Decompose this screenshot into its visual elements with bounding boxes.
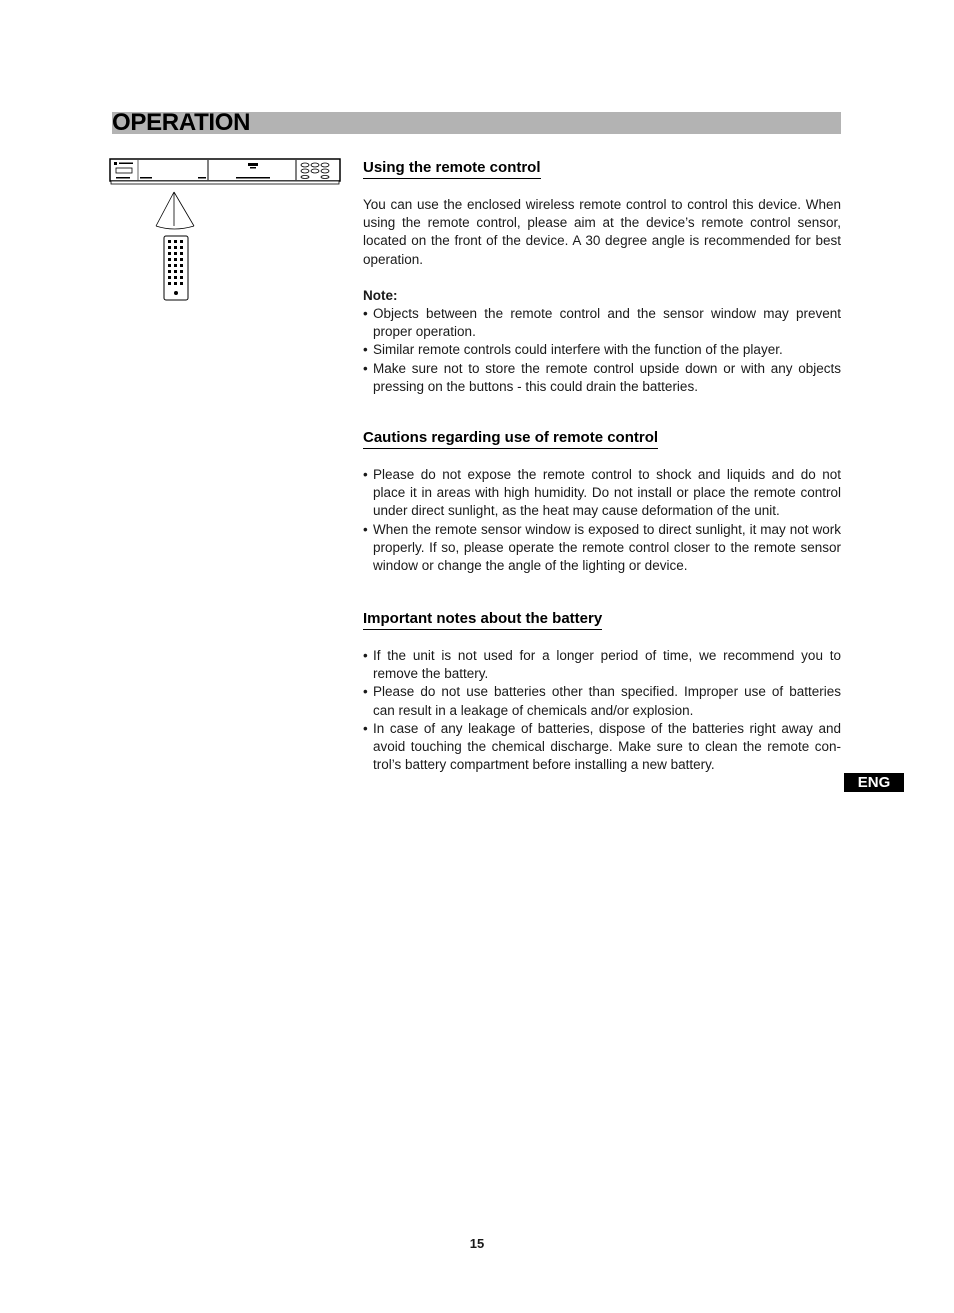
section-heading: Important notes about the battery [363,610,602,630]
remote-control [164,236,188,300]
language-badge: ENG [844,773,904,792]
list-item: • Make sure not to store the remote control upside down or with any objects pressing on the buttons - this could drain the batteries. [363,360,841,396]
page-number: 15 [469,1236,485,1251]
list-item: • In case of any leakage of batteries, dispose of the batteries right away and avoid touching the chemical discharge. Make sure to clean the remote con-trol’s battery compartment before installing a new battery. [363,720,841,775]
list-item: • Similar remote controls could interfere with the function of the player. [363,341,841,359]
list-item: • Please do not expose the remote control to shock and liquids and do not place it in areas with high humidity. Do not install or place the remote control under direct sunlight, as the heat may cause deformation of the unit. [363,466,841,521]
list-item: • Please do not use batteries other than specified. Improper use of batteries can result in a leakage of chemicals and/or explosion. [363,683,841,719]
dvd-player-device [110,159,340,184]
battery-list [363,647,841,774]
list-item: • If the unit is not used for a longer period of time, we recommend you to remove the battery. [363,647,841,683]
cautions-list [363,466,841,575]
list-item: • When the remote sensor window is exposed to direct sunlight, it may not work properly. If so, please operate the remote control closer to the remote sensor window or change the angle of the lighting or device. [363,521,841,576]
remote-control-illustration [108,156,344,306]
section-battery [363,610,841,774]
title-bar [112,109,841,136]
section-cautions [363,429,841,575]
section-remote [363,159,841,396]
infrared-beam [156,192,194,229]
note-list [363,305,841,396]
section-paragraph: You can use the enclosed wireless remote control to control this device. When using the remote control, please aim at the device’s remote control sensor, located on the front of the device. A 30 degree angle is recommended for best operation. [363,197,841,267]
page-title: OPERATION [112,109,251,136]
section-heading: Cautions regarding use of remote control [363,429,658,449]
list-item: • Objects between the remote control and the sensor window may prevent proper operation. [363,305,841,341]
section-heading: Using the remote control [363,159,541,179]
note-label: Note: [363,287,398,303]
